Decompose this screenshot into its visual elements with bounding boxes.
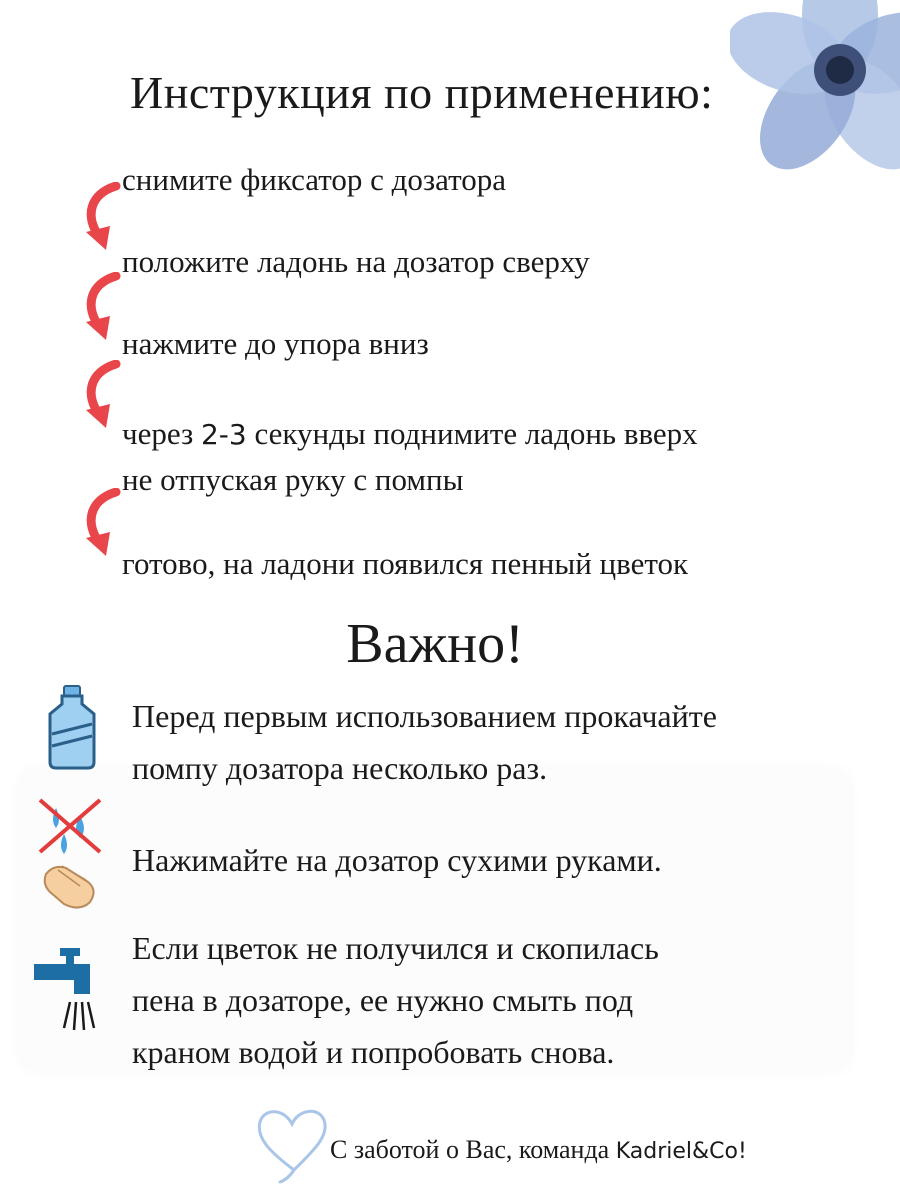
note-pump-first-use: Перед первым использованием прокачайте помпу дозатора несколько раз. <box>132 698 717 786</box>
signature-prefix: С заботой о Вас, команда <box>330 1135 616 1164</box>
step-3: нажмите до упора вниз <box>122 326 429 361</box>
important-heading: Важно! <box>346 613 524 675</box>
step-1: снимите фиксатор с дозатора <box>122 162 507 197</box>
curved-arrow-icon <box>76 272 122 344</box>
curved-arrow-icon <box>76 182 122 254</box>
step-4-prefix: через <box>122 416 201 451</box>
step-2: положите ладонь на дозатор сверху <box>122 244 590 279</box>
water-bottle-icon <box>40 682 104 772</box>
step-4 <box>122 416 698 452</box>
signature <box>330 1135 747 1165</box>
note-dry-hands: Нажимайте на дозатор сухими руками. <box>132 842 662 878</box>
step-6: готово, на ладони появился пенный цветок <box>122 546 689 581</box>
brand-name: Kadriel&Co! <box>615 1139 747 1164</box>
dry-hands-icon <box>36 794 106 914</box>
step-5: не отпуская руку с помпы <box>122 462 464 497</box>
note-rinse-foam: Если цветок не получился и скопилась пена в дозаторе, ее нужно смыть под краном водой и попробовать снова. <box>132 930 659 1070</box>
flower-decoration-icon <box>730 0 900 170</box>
curved-arrow-icon <box>76 360 122 432</box>
step-4-number: 2-3 <box>200 418 247 451</box>
page-title: Инструкция по применению: <box>130 67 714 118</box>
water-tap-icon <box>30 944 110 1034</box>
step-4-suffix: секунды поднимите ладонь вверх <box>246 416 698 451</box>
curved-arrow-icon <box>76 488 122 560</box>
heart-icon <box>250 1100 340 1185</box>
